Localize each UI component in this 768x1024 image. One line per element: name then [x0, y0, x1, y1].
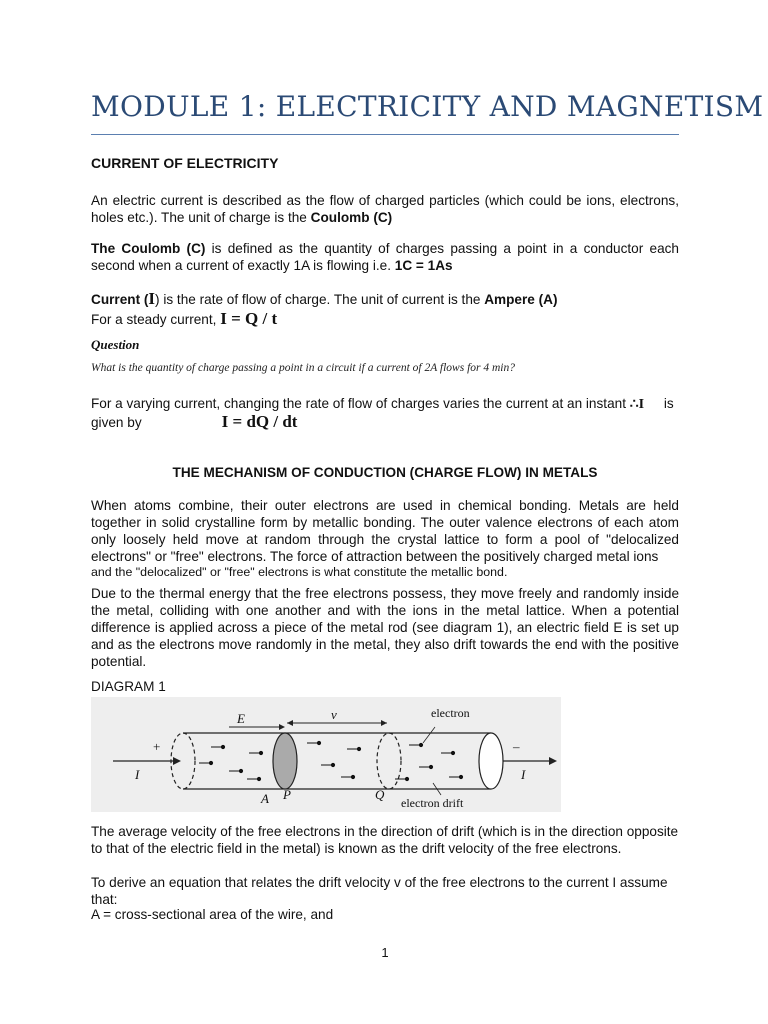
- wire-right-end: [479, 733, 503, 789]
- text: When atoms combine, their outer electrons are used in chemical bonding. Metals are held together in solid crystalline form by metallic bonding. The outer valence electrons of each atom only loosely held move at random through the crystal lattice to form a pool of "delocalized electrons" or "free" electrons. The force of attraction between the positively charged metal ions: [91, 498, 679, 564]
- current-symbol: I: [148, 289, 156, 308]
- section-heading-current: CURRENT OF ELECTRICITY: [91, 155, 279, 171]
- text: For a varying current, changing the rate of flow of charges varies the current at an instant: [91, 396, 630, 411]
- page-title: MODULE 1: ELECTRICITY AND MAGNETISM: [91, 90, 764, 123]
- electron-pointer: [423, 727, 435, 743]
- question-text: What is the quantity of charge passing a point in a circuit if a current of 2A flows for 4 min?: [91, 362, 515, 374]
- paragraph-area: A = cross-sectional area of the wire, and: [91, 907, 334, 922]
- bold-text: Coulomb (C): [310, 210, 393, 225]
- paragraph-metallic-bonding: [91, 497, 679, 565]
- electrons: [199, 741, 463, 780]
- text: is: [660, 396, 674, 411]
- bold-text: The Coulomb (C): [91, 241, 206, 256]
- arrowhead: [173, 757, 181, 765]
- minus-label: –: [513, 739, 520, 754]
- paragraph-coulomb: [91, 240, 679, 274]
- paragraph-drift-velocity: The average velocity of the free electrons in the direction of drift (which is in the direction opposite to that of the electric field in the metal) is known as the drift velocity of the free electrons.: [91, 824, 679, 856]
- paragraph-current: [91, 290, 679, 308]
- wire-diagram: [91, 697, 561, 812]
- paragraph-steady-current: [91, 310, 679, 328]
- velocity-label: v: [331, 707, 337, 722]
- current-label-left: I: [135, 767, 140, 782]
- current-label-right: I: [521, 767, 526, 782]
- bold-text: Current (: [91, 292, 149, 307]
- arrowhead: [279, 724, 285, 730]
- diagram-label: DIAGRAM 1: [91, 679, 166, 694]
- text: is defined as the quantity of charges passing a point in a conductor each second when a current of exactly 1A is flowing i.e.: [91, 241, 679, 273]
- paragraph-thermal-energy: Due to the thermal energy that the free electrons possess, they move freely and randomly inside the metal, colliding with one another and with the ions in the metal lattice. When a potential difference is applied across a piece of the metal rod (see diagram 1), an electric field E is set up and as the electrons move randomly in the metal, they also drift towards the end with the positive potential.: [91, 586, 679, 669]
- paragraph-current-definition: [91, 192, 679, 226]
- point-p-label: P: [283, 787, 291, 802]
- diagram-1: [91, 697, 561, 812]
- bold-text: 1C = 1As: [394, 258, 453, 273]
- text: ) is the rate of flow of charge. The unit of current is the: [155, 292, 485, 307]
- arrowhead: [381, 720, 387, 726]
- plus-label: +: [153, 739, 161, 754]
- text: An electric current is described as the flow of charged particles (which could be ions, electrons, holes etc.). The unit of charge is the: [91, 193, 679, 225]
- electron-label: electron: [431, 706, 470, 720]
- formula-varying: I = dQ / dt: [221, 412, 298, 431]
- paragraph-varying-current: [91, 395, 679, 413]
- paragraph-given-by: [91, 413, 679, 431]
- field-label: E: [237, 711, 245, 726]
- arrowhead: [287, 720, 293, 726]
- text: given by: [91, 415, 142, 430]
- title-underline: [91, 134, 679, 135]
- area-label: A: [261, 791, 269, 806]
- point-q-label: Q: [375, 787, 385, 802]
- paragraph-metallic-bond-end: and the "delocalized" or "free" electrons is what constitute the metallic bond.: [91, 565, 508, 579]
- therefore-symbol: ∴I: [629, 397, 645, 412]
- section-heading-mechanism: THE MECHANISM OF CONDUCTION (CHARGE FLOW) IN METALS: [172, 465, 598, 480]
- text: For a steady current,: [91, 312, 221, 327]
- paragraph-derive: To derive an equation that relates the drift velocity v of the free electrons to the current I assume that:: [91, 875, 668, 907]
- cross-section-a: [273, 733, 297, 789]
- cross-section-q: [377, 733, 401, 789]
- formula-steady: I = Q / t: [220, 309, 278, 328]
- question-label: Question: [91, 337, 140, 352]
- arrowhead: [549, 757, 557, 765]
- page-number: 1: [381, 945, 389, 960]
- bold-text: Ampere (A): [484, 292, 558, 307]
- electron-drift-label: electron drift: [401, 796, 464, 810]
